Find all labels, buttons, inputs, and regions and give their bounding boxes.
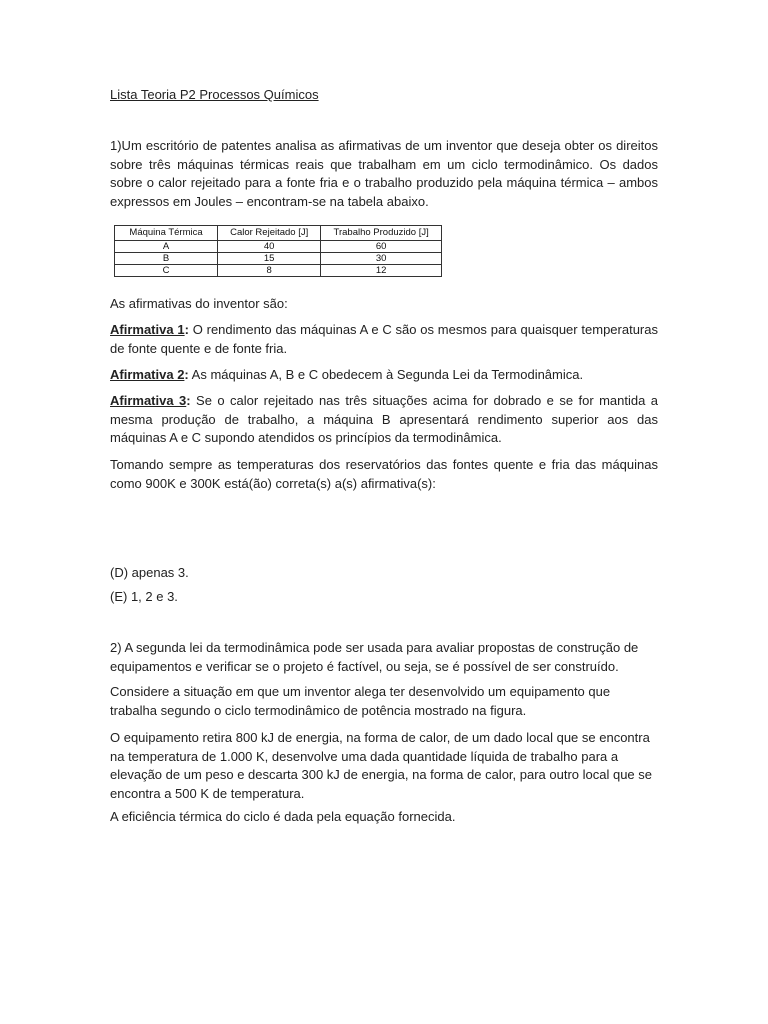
table-cell: 12 [321, 265, 442, 277]
statement-2-colon: : [184, 367, 189, 382]
table-header-cell: Trabalho Produzido [J] [321, 226, 442, 241]
statement-1-text: O rendimento das máquinas A e C são os mesmos para quaisquer temperaturas de fonte quente e de fonte fria. [110, 322, 658, 356]
table-cell: B [115, 253, 218, 265]
statement-1-colon: : [184, 322, 189, 337]
table-header-row [115, 226, 442, 241]
machines-table [114, 225, 442, 277]
option-d: (D) apenas 3. [110, 565, 189, 580]
table-cell: 8 [218, 265, 321, 277]
table-header-cell: Calor Rejeitado [J] [218, 226, 321, 241]
document-title: Lista Teoria P2 Processos Químicos [110, 87, 319, 102]
table-cell: 40 [218, 241, 321, 253]
option-e: (E) 1, 2 e 3. [110, 589, 178, 604]
table-cell: 30 [321, 253, 442, 265]
table-row [115, 253, 442, 265]
statement-3-colon: : [186, 393, 191, 408]
table-cell: A [115, 241, 218, 253]
question-2-paragraph-4: A eficiência térmica do ciclo é dada pela equação fornecida. [110, 809, 456, 824]
table-row [115, 241, 442, 253]
statement-1-label: Afirmativa 1 [110, 322, 185, 337]
question-2-paragraph-1: 2) A segunda lei da termodinâmica pode ser usada para avaliar propostas de construção de equipamentos e verificar se o projeto é factível, ou seja, se é possível de ser construído. [110, 640, 639, 674]
table-cell: C [115, 265, 218, 277]
table-cell: 15 [218, 253, 321, 265]
statements-intro: As afirmativas do inventor são: [110, 296, 288, 311]
statement-3-label: Afirmativa 3 [110, 393, 187, 408]
question-1-prompt: Tomando sempre as temperaturas dos reservatórios das fontes quente e fria das máquinas como 900K e 300K está(ão) correta(s) a(s) afirmativa(s): [110, 457, 658, 491]
statement-2 [110, 366, 658, 385]
question-2-paragraph-3: O equipamento retira 800 kJ de energia, na forma de calor, de um dado local que se encontra na temperatura de 1.000 K, desenvolve uma dada quantidade líquida de trabalho para a elevação de um peso e descarta 300 kJ de energia, na forma de calor, para outro local que se encontra a 500 K de temperatura. [110, 730, 653, 801]
table-row [115, 265, 442, 277]
table-cell: 60 [321, 241, 442, 253]
statement-1 [110, 321, 658, 358]
statement-3-text: Se o calor rejeitado nas três situações acima for dobrado e se for mantida a mesma produção de trabalho, a máquina B apresentará rendimento superior aos das máquinas A e C supondo atendidos os princípios da termodinâmica. [110, 393, 658, 445]
statement-2-text: As máquinas A, B e C obedecem à Segunda Lei da Termodinâmica. [188, 367, 584, 382]
table-header-cell: Máquina Térmica [115, 226, 218, 241]
statement-2-label: Afirmativa 2 [110, 367, 185, 382]
question-1-intro: 1)Um escritório de patentes analisa as afirmativas de um inventor que deseja obter os direitos sobre três máquinas térmicas reais que trabalham em um ciclo termodinâmico. Os dados sobre o calor rejeitado para a fonte fria e o trabalho produzido pela máquina térmica – ambos expressos em Joules – encontram-se na tabela abaixo. [110, 138, 658, 209]
question-2-paragraph-2: Considere a situação em que um inventor alega ter desenvolvido um equipamento que trabalha segundo o ciclo termodinâmico de potência mostrado na figura. [110, 684, 611, 718]
statement-3 [110, 392, 658, 448]
